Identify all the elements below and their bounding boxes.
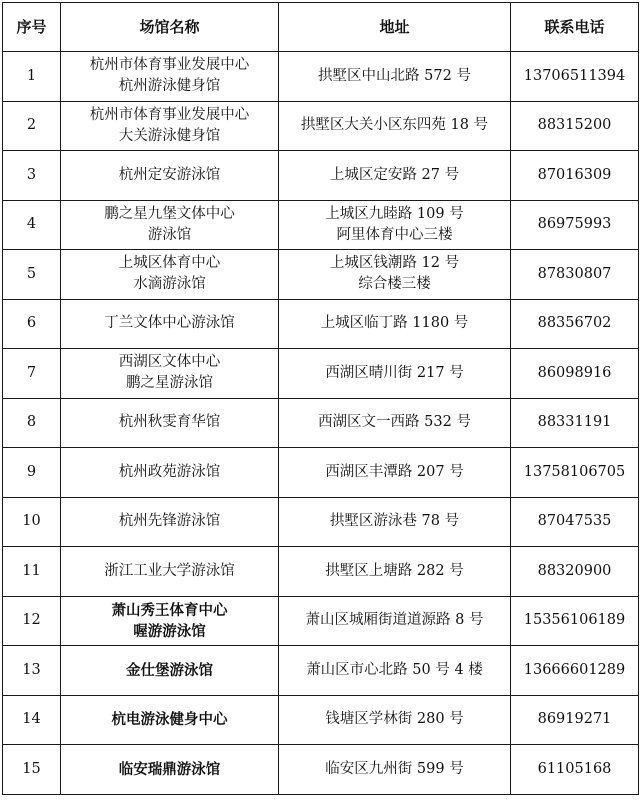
cell-name (61, 101, 279, 151)
cell-address (279, 448, 511, 498)
cell-address (279, 646, 511, 696)
cell-address-line: 拱墅区大关小区东四苑 18 号 (300, 117, 489, 134)
header-row (3, 3, 639, 52)
cell-name (61, 695, 279, 745)
cell-address (279, 200, 511, 250)
cell-name (61, 398, 279, 448)
header-name: 场馆名称 (61, 3, 279, 52)
cell-phone: 88315200 (511, 101, 639, 151)
cell-phone: 88356702 (511, 299, 639, 349)
cell-name-line: 杭州市体育事业发展中心 (89, 57, 250, 74)
cell-name (61, 250, 279, 300)
cell-address-line: 拱墅区游泳巷 78 号 (329, 513, 460, 530)
table-row (3, 448, 639, 498)
venue-table (2, 2, 639, 795)
cell-index: 1 (3, 52, 61, 102)
cell-address-line: 钱塘区学林街 280 号 (325, 711, 464, 728)
cell-index: 11 (3, 547, 61, 597)
cell-address (279, 398, 511, 448)
cell-address-line: 阿里体育中心三楼 (336, 226, 453, 243)
cell-name (61, 349, 279, 399)
table-row (3, 497, 639, 547)
cell-phone: 86975993 (511, 200, 639, 250)
cell-phone: 13706511394 (511, 52, 639, 102)
cell-address-line: 西湖区晴川街 217 号 (325, 364, 464, 381)
cell-address-line: 萧山区城厢街道道源路 8 号 (305, 612, 484, 629)
cell-index: 2 (3, 101, 61, 151)
cell-phone: 88331191 (511, 398, 639, 448)
cell-phone: 13666601289 (511, 646, 639, 696)
cell-address-line: 西湖区文一西路 532 号 (318, 414, 471, 431)
cell-address-line: 综合楼三楼 (358, 276, 431, 293)
cell-address (279, 497, 511, 547)
table-row (3, 547, 639, 597)
cell-name-line: 水滴游泳馆 (133, 276, 206, 293)
cell-name-line: 杭州先锋游泳馆 (118, 513, 221, 530)
cell-address (279, 52, 511, 102)
cell-phone: 86919271 (511, 695, 639, 745)
cell-address-line: 西湖区丰潭路 207 号 (325, 463, 464, 480)
cell-phone: 15356106189 (511, 596, 639, 646)
cell-address (279, 547, 511, 597)
cell-name (61, 596, 279, 646)
cell-address (279, 745, 511, 795)
cell-name-line: 杭电游泳健身中心 (111, 711, 228, 729)
cell-name-line: 丁兰文体中心游泳馆 (104, 315, 235, 332)
cell-address-line: 上城区钱潮路 12 号 (329, 255, 460, 272)
cell-name-line: 游泳馆 (147, 226, 192, 243)
cell-address (279, 151, 511, 201)
cell-name-line: 上城区体育中心 (118, 255, 221, 272)
cell-index: 14 (3, 695, 61, 745)
table-row (3, 745, 639, 795)
cell-phone: 87016309 (511, 151, 639, 201)
cell-index: 13 (3, 646, 61, 696)
cell-name (61, 547, 279, 597)
cell-name (61, 52, 279, 102)
cell-phone: 86098916 (511, 349, 639, 399)
table-row (3, 250, 639, 300)
cell-index: 5 (3, 250, 61, 300)
cell-name-line: 大关游泳健身馆 (118, 127, 221, 144)
cell-index: 15 (3, 745, 61, 795)
cell-index: 9 (3, 448, 61, 498)
cell-address-line: 萧山区市心北路 50 号 4 楼 (306, 661, 483, 678)
cell-name-line: 鹏之星九堡文体中心 (104, 205, 235, 222)
cell-name (61, 299, 279, 349)
cell-phone: 88320900 (511, 547, 639, 597)
table-row (3, 101, 639, 151)
cell-address (279, 299, 511, 349)
cell-name (61, 151, 279, 201)
table-row (3, 52, 639, 102)
header-address: 地址 (279, 3, 511, 52)
header-phone: 联系电话 (511, 3, 639, 52)
cell-phone: 13758106705 (511, 448, 639, 498)
cell-address-line: 拱墅区中山北路 572 号 (318, 67, 471, 84)
cell-name-line: 浙江工业大学游泳馆 (104, 562, 235, 579)
table-body (3, 52, 639, 795)
cell-name-line: 临安瑞鼎游泳馆 (118, 760, 221, 778)
cell-name-line: 杭州游泳健身馆 (118, 78, 221, 95)
header-index: 序号 (3, 3, 61, 52)
table-row (3, 299, 639, 349)
cell-name-line: 萧山秀王体育中心 (111, 601, 228, 619)
cell-index: 8 (3, 398, 61, 448)
cell-name-line: 金仕堡游泳馆 (126, 661, 213, 679)
cell-phone: 61105168 (511, 745, 639, 795)
cell-name (61, 497, 279, 547)
cell-address (279, 101, 511, 151)
cell-index: 4 (3, 200, 61, 250)
cell-index: 6 (3, 299, 61, 349)
cell-address (279, 695, 511, 745)
cell-index: 12 (3, 596, 61, 646)
cell-name (61, 646, 279, 696)
table-row (3, 151, 639, 201)
cell-address-line: 上城区临丁路 1180 号 (320, 315, 469, 332)
cell-address-line: 上城区九睦路 109 号 (325, 205, 464, 222)
cell-name (61, 745, 279, 795)
cell-address (279, 596, 511, 646)
table-row (3, 398, 639, 448)
cell-name-line: 杭州秋雯育华馆 (118, 414, 221, 431)
cell-phone: 87047535 (511, 497, 639, 547)
cell-name (61, 448, 279, 498)
cell-phone: 87830807 (511, 250, 639, 300)
cell-name-line: 西湖区文体中心 (118, 354, 221, 371)
cell-address-line: 上城区定安路 27 号 (329, 166, 460, 183)
table-row (3, 596, 639, 646)
cell-name-line: 杭州政苑游泳馆 (118, 463, 221, 480)
cell-index: 3 (3, 151, 61, 201)
table-row (3, 695, 639, 745)
cell-address-line: 临安区九州街 599 号 (325, 760, 464, 777)
cell-address-line: 拱墅区上塘路 282 号 (325, 562, 464, 579)
cell-name-line: 喔游游泳馆 (133, 622, 206, 640)
cell-address (279, 250, 511, 300)
cell-name (61, 200, 279, 250)
table-row (3, 200, 639, 250)
cell-name-line: 杭州定安游泳馆 (118, 166, 221, 183)
cell-name-line: 杭州市体育事业发展中心 (89, 106, 250, 123)
cell-index: 10 (3, 497, 61, 547)
table-row (3, 646, 639, 696)
cell-name-line: 鹏之星游泳馆 (126, 375, 213, 392)
cell-index: 7 (3, 349, 61, 399)
table-row (3, 349, 639, 399)
cell-address (279, 349, 511, 399)
